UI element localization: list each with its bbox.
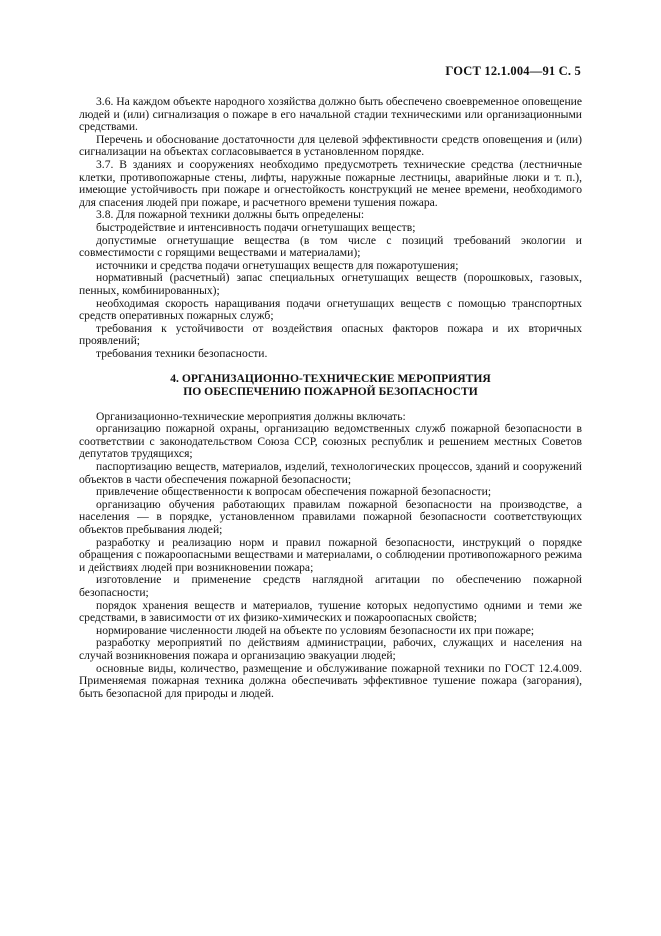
list-item: паспортизацию веществ, материалов, изделий, технологических процессов, зданий и сооружений объектов в части обеспечения пожарной безопасности; bbox=[79, 460, 582, 486]
paragraph: Перечень и обоснование достаточности для целевой эффективности средств оповещения и (или) сигнализации на объектах согласовывается в установленном порядке. bbox=[79, 132, 582, 159]
list-item: быстродействие и интенсивность подачи огнетушащих веществ; bbox=[96, 220, 416, 234]
section-title bbox=[79, 373, 582, 398]
list-item: необходимая скорость наращивания подачи огнетушащих веществ с помощью транспортных средств оперативных пожарных служб; bbox=[79, 296, 582, 323]
page-header: ГОСТ 12.1.004—91 С. 5 bbox=[445, 64, 581, 78]
list-item: разработку мероприятий по действиям администрации, рабочих, служащих и населения на случай возникновения пожара и организацию эвакуации людей; bbox=[79, 636, 582, 662]
paragraph: 3.7. В зданиях и сооружениях необходимо предусмотреть технические средства (лестничные клетки, противопожарные стены, лифты, наружные пожарные лестницы, аварийные люки и т. п.), имеющие устойчивость при пожаре и огнестойкость конструкций не менее времени, необходимого для спасения людей при пожаре, и расчетного времени тушения пожара. bbox=[79, 157, 582, 209]
list-item: нормативный (расчетный) запас специальных огнетушащих веществ (порошковых, газовых, пенных, комбинированных); bbox=[79, 271, 582, 297]
document-body bbox=[79, 96, 582, 700]
section-title-line-2: ПО ОБЕСПЕЧЕНИЮ ПОЖАРНОЙ БЕЗОПАСНОСТИ bbox=[183, 385, 478, 399]
list-item: допустимые огнетушащие вещества (в том числе с позиций требований экологии и совместимости с горящими веществами и материалами); bbox=[79, 233, 582, 260]
list-item: изготовление и применение средств наглядной агитации по обеспечению пожарной безопасности; bbox=[79, 573, 582, 599]
list-item: разработку и реализацию норм и правил пожарной безопасности, инструкций о порядке обращения с пожароопасными веществами и материалами, о соблюдении противопожарного режима и действиях людей при возникновении пожара; bbox=[79, 535, 582, 574]
list-item: привлечение общественности к вопросам обеспечения пожарной безопасности; bbox=[96, 485, 492, 499]
list-item: требования техники безопасности. bbox=[96, 346, 268, 360]
list-item: порядок хранения веществ и материалов, тушение которых недопустимо одними и теми же средствами, в зависимости от их физико-химических и пожароопасных свойств; bbox=[79, 598, 582, 625]
list-item: организацию пожарной охраны, организацию ведомственных служб пожарной безопасности в соответствии с законодательством Союза ССР, союзных республик и решением местных Советов депутатов трудящихся; bbox=[79, 422, 582, 461]
list-item: основные виды, количество, размещение и обслуживание пожарной техники по ГОСТ 12.4.009. Применяемая пожарная техника должна обеспечивать эффективное тушение пожара (загорания), быть безопасной для природы и людей. bbox=[79, 661, 582, 700]
paragraph: 3.8. Для пожарной техники должны быть определены: bbox=[96, 208, 365, 222]
paragraph: Организационно-технические мероприятия должны включать: bbox=[96, 409, 406, 423]
list-item: источники и средства подачи огнетушащих веществ для пожаротушения; bbox=[96, 258, 459, 272]
list-item: нормирование численности людей на объекте по условиям безопасности их при пожаре; bbox=[96, 623, 535, 637]
paragraph: 3.6. На каждом объекте народного хозяйства должно быть обеспечено своевременное оповещение людей и (или) сигнализация о пожаре в его начальной стадии техническими или организационными средствами. bbox=[79, 95, 582, 134]
list-item: требования к устойчивости от воздействия опасных факторов пожара и их вторичных проявлений; bbox=[79, 321, 582, 348]
section-title-line-1: 4. ОРГАНИЗАЦИОННО-ТЕХНИЧЕСКИЕ МЕРОПРИЯТИЯ bbox=[170, 372, 491, 386]
list-item: организацию обучения работающих правилам пожарной безопасности на производстве, а населения — в порядке, установленном правилами пожарной безопасности соответствующих объектов пребывания людей; bbox=[79, 497, 582, 536]
